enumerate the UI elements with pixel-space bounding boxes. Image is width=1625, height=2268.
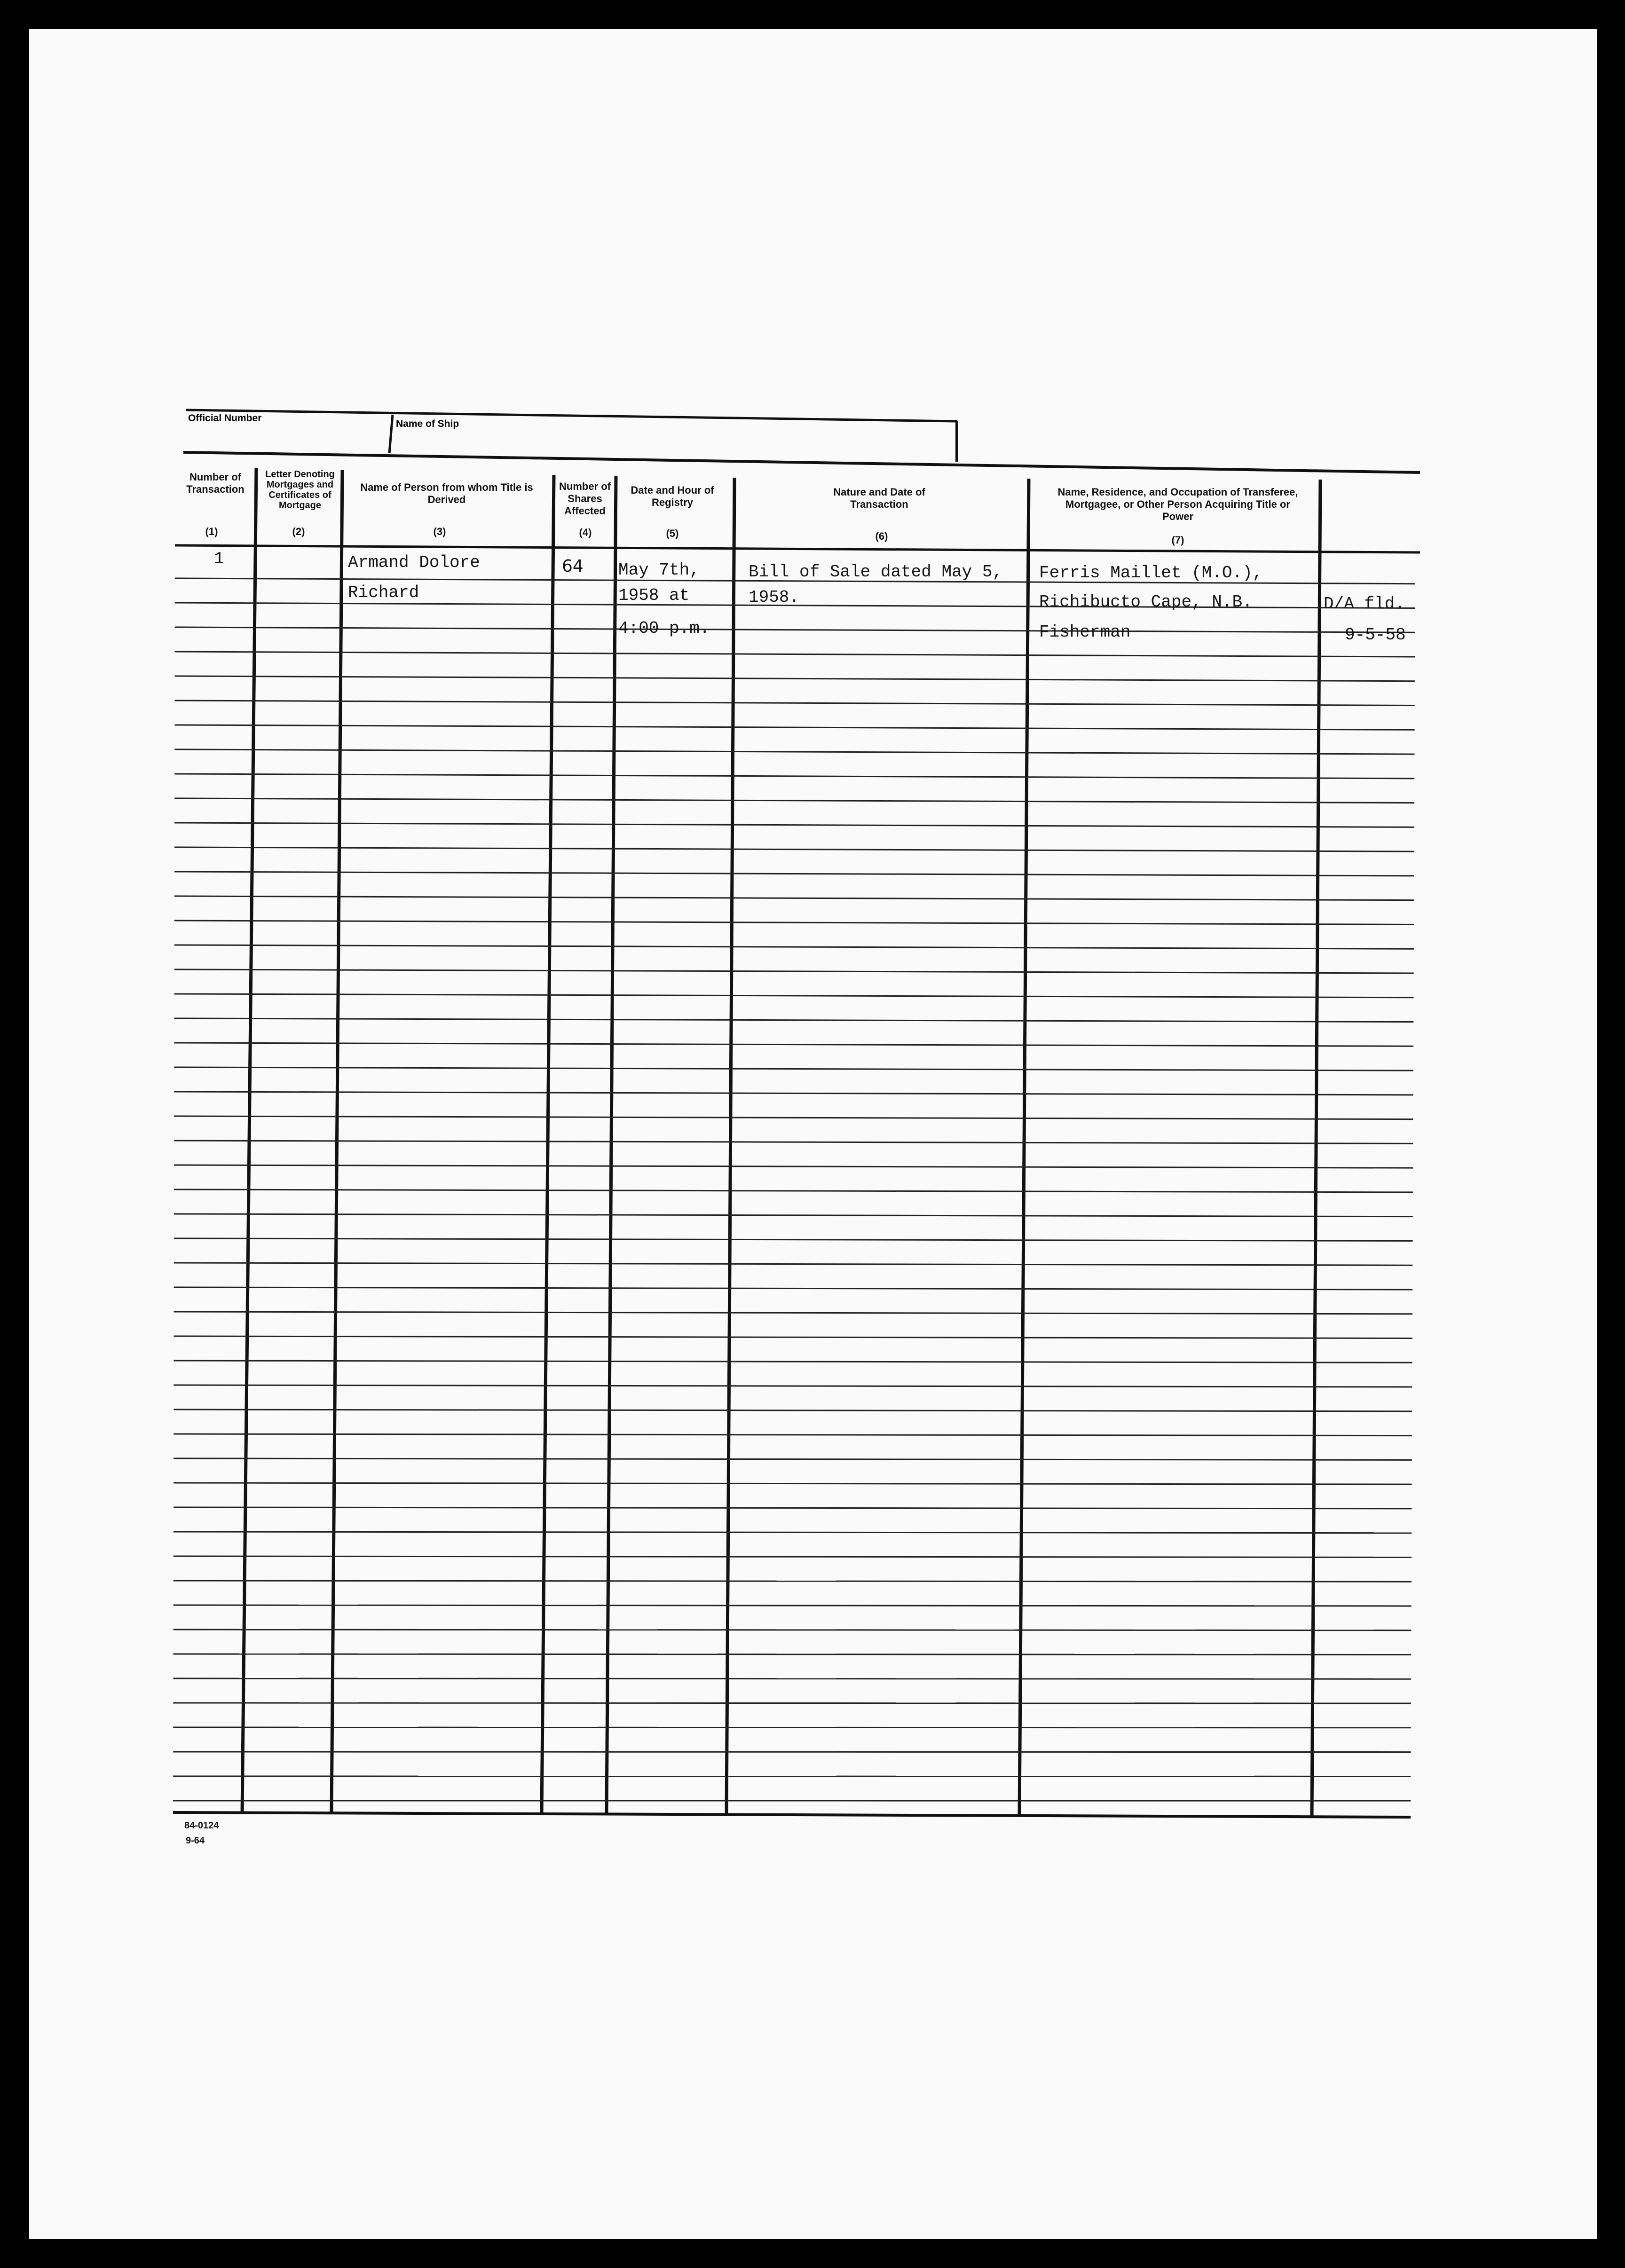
form-code: 84-0124	[184, 1820, 219, 1831]
col-1-num: (1)	[205, 526, 218, 537]
col-6-title: Nature and Date of Transaction	[833, 486, 925, 510]
ruled-row-line	[174, 945, 1414, 949]
ruled-row-line	[174, 823, 1414, 827]
entry-number: 1	[214, 549, 224, 568]
ruled-row-line	[174, 896, 1414, 900]
entry-from-line-2: Richard	[348, 583, 419, 602]
official-number-label: Official Number	[188, 413, 262, 424]
ruled-row-line	[174, 725, 1414, 730]
col-1-title: Number of Transaction	[186, 471, 245, 495]
entry-transferee-line-3: Fisherman	[1039, 622, 1131, 642]
col-2-num: (2)	[292, 526, 305, 537]
ruled-row-line	[174, 1165, 1413, 1168]
col-7-title: Name, Residence, and Occupation of Transferee, Mortgagee, or Other Person Acquiring Title or Power	[1057, 486, 1298, 522]
ruled-row-line	[175, 701, 1415, 706]
ruled-row-line	[174, 969, 1414, 973]
col-4-num: (4)	[579, 527, 592, 538]
ruled-row-line	[174, 749, 1414, 754]
ruled-row-line	[174, 1385, 1412, 1387]
entry-transferee-line-2: Richibucto Cape, N.B.	[1039, 592, 1253, 612]
ruled-row-line	[174, 1605, 1412, 1606]
ruled-row-line	[174, 921, 1414, 924]
ruled-row-line	[174, 1410, 1412, 1411]
col-7-num: (7)	[1171, 534, 1184, 546]
ruled-row-line	[174, 1263, 1413, 1265]
col-6-num: (6)	[875, 530, 888, 542]
ruled-row-line	[174, 1141, 1413, 1143]
ruled-row-line	[174, 1507, 1412, 1509]
ruled-row-line	[174, 1214, 1413, 1217]
form-date: 9-64	[186, 1835, 205, 1846]
ruled-row-line	[174, 1361, 1412, 1362]
entry-from-line-1: Armand Dolore	[348, 553, 480, 572]
ruled-row-line	[174, 1238, 1413, 1241]
entry-date-line-3: 4:00 p.m.	[618, 619, 710, 638]
entry-nature-line-1: Bill of Sale dated May 5,	[749, 562, 1003, 582]
entry-nature-line-2: 1958.	[749, 588, 800, 607]
ruled-row-line	[174, 1287, 1412, 1290]
ruled-row-line	[174, 1043, 1413, 1046]
ruled-row-line	[174, 1092, 1413, 1095]
col-2-title: Letter Denoting Mortgages and Certificates of Mortgage	[265, 469, 335, 511]
ruled-row-line	[174, 1434, 1412, 1436]
ruled-row-line	[174, 1654, 1412, 1655]
ruled-row-line	[174, 1189, 1413, 1192]
entry-transferee-line-1: Ferris Maillet (M.O.),	[1039, 563, 1263, 583]
ruled-row-line	[174, 774, 1414, 779]
ruled-row-line	[174, 1581, 1412, 1582]
ruled-row-line	[174, 994, 1414, 998]
col-4-title: Number of Shares Affected	[559, 480, 611, 517]
col-5-title: Date and Hour of Registry	[631, 484, 714, 508]
ruled-row-line	[174, 847, 1414, 851]
entry-date-line-2: 1958 at	[618, 586, 690, 605]
entry-note-line-1: D/A fld.	[1324, 594, 1405, 614]
ruled-row-line	[175, 676, 1415, 681]
col-5-num: (5)	[666, 528, 679, 539]
ruled-row-line	[174, 1067, 1413, 1071]
ruled-row-line	[174, 1312, 1412, 1314]
ruled-row-line	[173, 1678, 1411, 1679]
ruled-row-line	[174, 1116, 1413, 1119]
name-of-ship-label: Name of Ship	[396, 418, 459, 429]
ruled-row-line	[174, 1458, 1412, 1460]
entry-shares: 64	[562, 557, 584, 576]
ruled-row-line	[174, 798, 1414, 803]
ruled-row-line	[175, 652, 1415, 657]
ruled-row-line	[174, 1018, 1414, 1022]
ruled-row-line	[174, 872, 1414, 876]
ruled-row-line	[174, 1336, 1412, 1339]
ruled-row-line	[174, 1483, 1412, 1484]
entry-note-line-2: 9-5-58	[1345, 625, 1406, 645]
ruled-row-line	[174, 1532, 1412, 1533]
col-3-num: (3)	[433, 526, 446, 537]
entry-date-line-1: May 7th,	[618, 560, 700, 580]
ruled-row-line	[174, 1556, 1412, 1557]
ruled-row-line	[175, 627, 1415, 632]
ruled-row-line	[173, 1727, 1411, 1728]
col-3-title: Name of Person from whom Title is Derived	[360, 481, 533, 505]
